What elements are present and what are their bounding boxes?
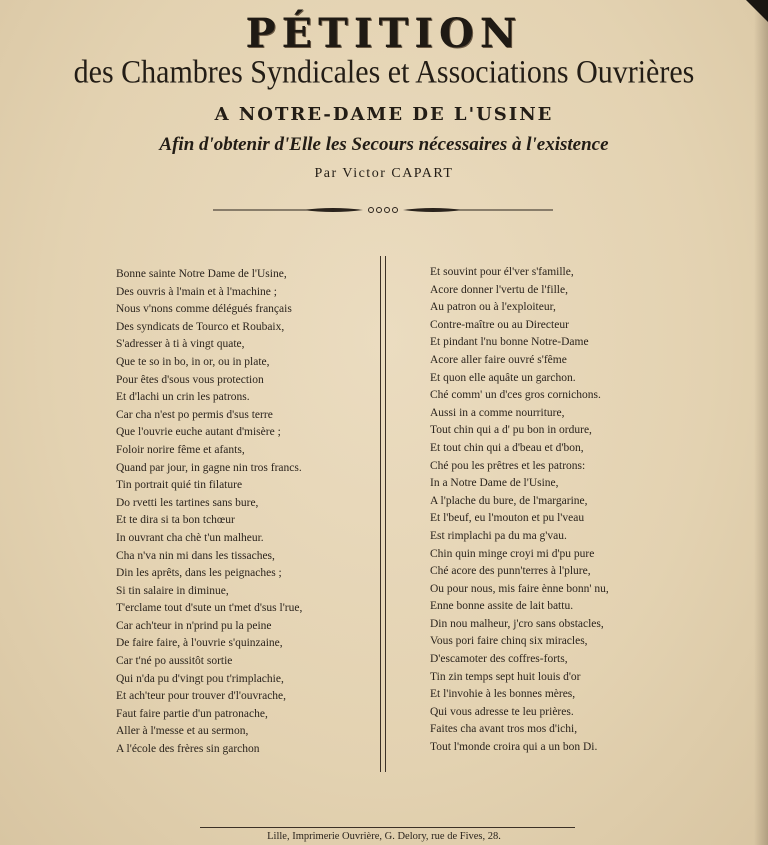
page-edge-shadow: [754, 0, 768, 845]
poem-line: Do rvetti les tartines sans bure,: [116, 496, 259, 509]
poem-line: Aller à l'messe et au sermon,: [116, 725, 249, 738]
poem-column-left: [116, 266, 366, 759]
poem-line: Au patron ou à l'exploiteur,: [430, 301, 556, 314]
poem-line: Tin zin temps sept huit louis d'or: [430, 670, 581, 683]
poem-line: In ouvrant cha chè t'un malheur.: [116, 531, 264, 544]
printer-imprint: Lille, Imprimerie Ouvrière, G. Delory, rue de Fives, 28.: [267, 831, 501, 842]
poem-line: Que te so in bo, in or, ou in plate,: [116, 355, 270, 368]
poem-line: Et souvint pour él'ver s'famille,: [430, 266, 574, 278]
column-divider: [380, 256, 381, 772]
poem-line: In a Notre Dame de l'Usine,: [430, 477, 559, 490]
poem-line: D'escamoter des coffres-forts,: [430, 653, 568, 666]
poem-line: Et tout chin qui a d'beau et d'bon,: [430, 441, 584, 454]
poem-line: Din nou malheur, j'cro sans obstacles,: [430, 617, 604, 630]
author-line: Par Victor CAPART: [314, 166, 454, 181]
poem-line: Foloir norire fême et afants,: [116, 443, 245, 456]
document-title: PÉTITION: [245, 10, 523, 57]
poem-line: A l'plache du bure, de l'margarine,: [430, 494, 588, 507]
poem-line: S'adresser à ti à vingt quate,: [116, 338, 245, 351]
poem-line: Si tin salaire in diminue,: [116, 584, 229, 597]
poem-line: Bonne sainte Notre Dame de l'Usine,: [116, 268, 287, 280]
poem-line: Car cha n'est po permis d'sus terre: [116, 408, 273, 421]
poem-line: Des ouvris à l'main et à l'machine ;: [116, 285, 277, 298]
poem-column-right: [430, 264, 710, 757]
poem-line: Et te dira si ta bon tchœur: [116, 514, 235, 527]
poem-line: Pour êtes d'sous vous protection: [116, 373, 264, 386]
poem-line: Ché comm' un d'ces gros cornichons.: [430, 389, 601, 402]
poem-line: Que l'ouvrie euche autant d'misère ;: [116, 426, 281, 439]
poem-line: Car ach'teur in n'prind pu la peine: [116, 619, 272, 632]
poem-line: Aussi in a comme nourriture,: [430, 406, 565, 419]
poem-line: Din les aprêts, dans les peignaches ;: [116, 567, 282, 580]
poem-line: Ché acore des punn'terres à l'plure,: [430, 565, 591, 578]
poem-line: Cha n'va nin mi dans les tissaches,: [116, 549, 275, 562]
poem-line: Et pindant l'nu bonne Notre-Dame: [430, 336, 589, 349]
poem-line: Ché pou les prêtres et les patrons:: [430, 459, 586, 472]
poem-line: Quand par jour, in gagne nin tros francs.: [116, 461, 302, 474]
poem-line: Nous v'nons comme délégués français: [116, 303, 292, 316]
poem-line: A l'école des frères sin garchon: [116, 743, 260, 756]
poem-line: Et ach'teur pour trouver d'l'ouvrache,: [116, 690, 287, 703]
poem-line: Qui n'da pu d'vingt pou t'rimplachie,: [116, 672, 284, 685]
poem-line: Des syndicats de Tourco et Roubaix,: [116, 320, 285, 333]
column-divider: [385, 256, 386, 772]
footer-rule: [200, 827, 575, 828]
dedication-heading: A NOTRE-DAME DE L'USINE: [214, 104, 554, 125]
poem-line: Ou pour nous, mis faire ènne bonn' nu,: [430, 582, 609, 595]
poem-line: Car t'né po aussitôt sortie: [116, 655, 233, 668]
poem-line: Acore donner l'vertu de l'fille,: [430, 283, 568, 296]
poem-line: T'erclame tout d'sute un t'met d'sus l'rue,: [116, 602, 303, 615]
purpose-line: Afin d'obtenir d'Elle les Secours nécessaires à l'existence: [159, 134, 609, 155]
poem-line: Enne bonne assite de lait battu.: [430, 600, 574, 613]
poem-line: Tout l'monde croira qui a un bon Di.: [430, 741, 598, 754]
poem-line: Chin quin minge croyi mi d'pu pure: [430, 547, 595, 560]
poem-line: De faire faire, à l'ouvrie s'quinzaine,: [116, 637, 283, 650]
document-subtitle: des Chambres Syndicales et Associations Ouvrières: [73, 54, 695, 91]
poem-line: Tin portrait quié tin filature: [116, 479, 243, 492]
poem-line: Contre-maître ou au Directeur: [430, 318, 569, 331]
poem-line: Et d'lachi un crin les patrons.: [116, 391, 250, 404]
poem-line: Et quon elle aquâte un garchon.: [430, 371, 576, 384]
ornamental-divider: [213, 202, 553, 218]
poem-line: Est rimplachi pa du ma g'vau.: [430, 529, 567, 542]
poem-line: Qui vous adresse te leu prières.: [430, 705, 574, 718]
poem-line: Et l'beuf, eu l'mouton et pu l'veau: [430, 512, 585, 525]
poem-line: Vous pori faire chinq six miracles,: [430, 635, 588, 648]
poem-line: Faites cha avant tros mos d'ichi,: [430, 723, 578, 736]
poem-line: Faut faire partie d'un patronache,: [116, 707, 268, 720]
poem-line: Acore aller faire ouvré s'fême: [430, 353, 567, 366]
poem-line: Et l'invohie à les bonnes mères,: [430, 688, 576, 701]
poem-line: Tout chin qui a d' pu bon in ordure,: [430, 424, 592, 437]
